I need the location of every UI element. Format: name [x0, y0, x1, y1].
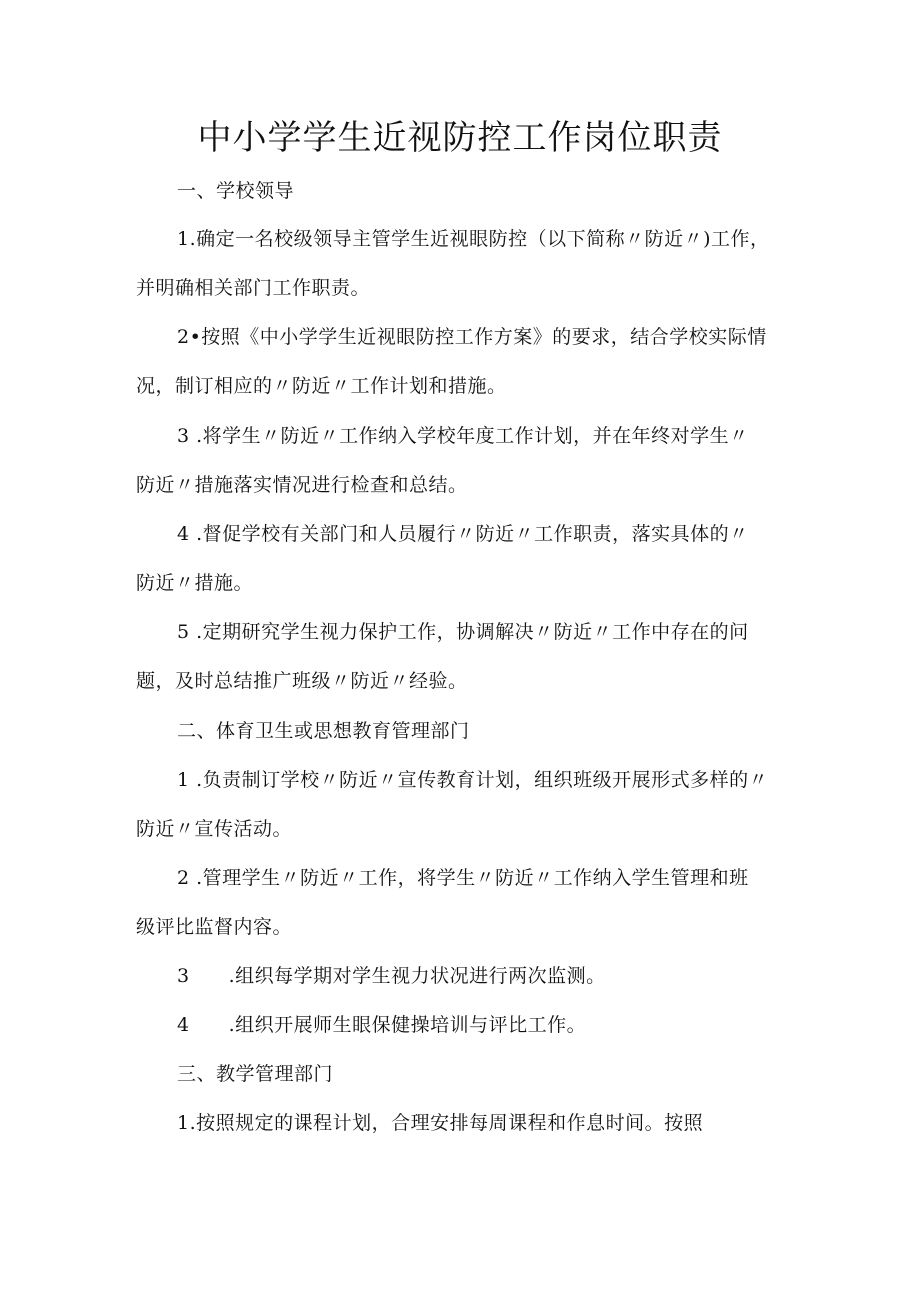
paragraph-line: 防近〃措施落实情况进行检查和总结。 [136, 474, 468, 496]
paragraph-line: 3 .组织每学期对学生视力状况进行两次监测。 [177, 965, 606, 987]
paragraph-line: 2•按照《中小学学生近视眼防控工作方案》的要求，结合学校实际情 [177, 326, 767, 348]
paragraph-line: 级评比监督内容。 [136, 916, 293, 938]
paragraph-line: 3 .将学生〃防近〃工作纳入学校年度工作计划，并在年终对学生〃 [177, 425, 749, 447]
paragraph-line: 1 .负责制订学校〃防近〃宣传教育计划，组织班级开展形式多样的〃 [177, 769, 769, 791]
paragraph-line: 况，制订相应的〃防近〃工作计划和措施。 [136, 375, 507, 397]
paragraph-line: 1.确定一名校级领导主管学生近视眼防控（以下简称〃防近〃)工作， [177, 228, 770, 250]
section-heading-school-leaders: 一、学校领导 [177, 180, 295, 202]
paragraph-line: 题，及时总结推广班级〃防近〃经验。 [136, 670, 468, 692]
paragraph-line: 防近〃措施。 [136, 572, 254, 594]
document-title: 中小学学生近视防控工作岗位职责 [197, 118, 723, 158]
section-heading-pe-health-dept: 二、体育卫生或思想教育管理部门 [177, 720, 470, 742]
paragraph-line: 并明确相关部门工作职责。 [136, 277, 371, 299]
paragraph-line: 5 .定期研究学生视力保护工作，协调解决〃防近〃工作中存在的问 [177, 621, 749, 643]
paragraph-line: 4 .督促学校有关部门和人员履行〃防近〃工作职责，落实具体的〃 [177, 523, 749, 545]
section-heading-teaching-dept: 三、教学管理部门 [177, 1063, 334, 1085]
paragraph-line: 2 .管理学生〃防近〃工作，将学生〃防近〃工作纳入学生管理和班 [177, 867, 749, 889]
paragraph-line: 1.按照规定的课程计划，合理安排每周课程和作息时间。按照 [177, 1112, 704, 1134]
paragraph-line: 防近〃宣传活动。 [136, 818, 293, 840]
paragraph-line: 4 .组织开展师生眼保健操培训与评比工作。 [177, 1014, 587, 1036]
